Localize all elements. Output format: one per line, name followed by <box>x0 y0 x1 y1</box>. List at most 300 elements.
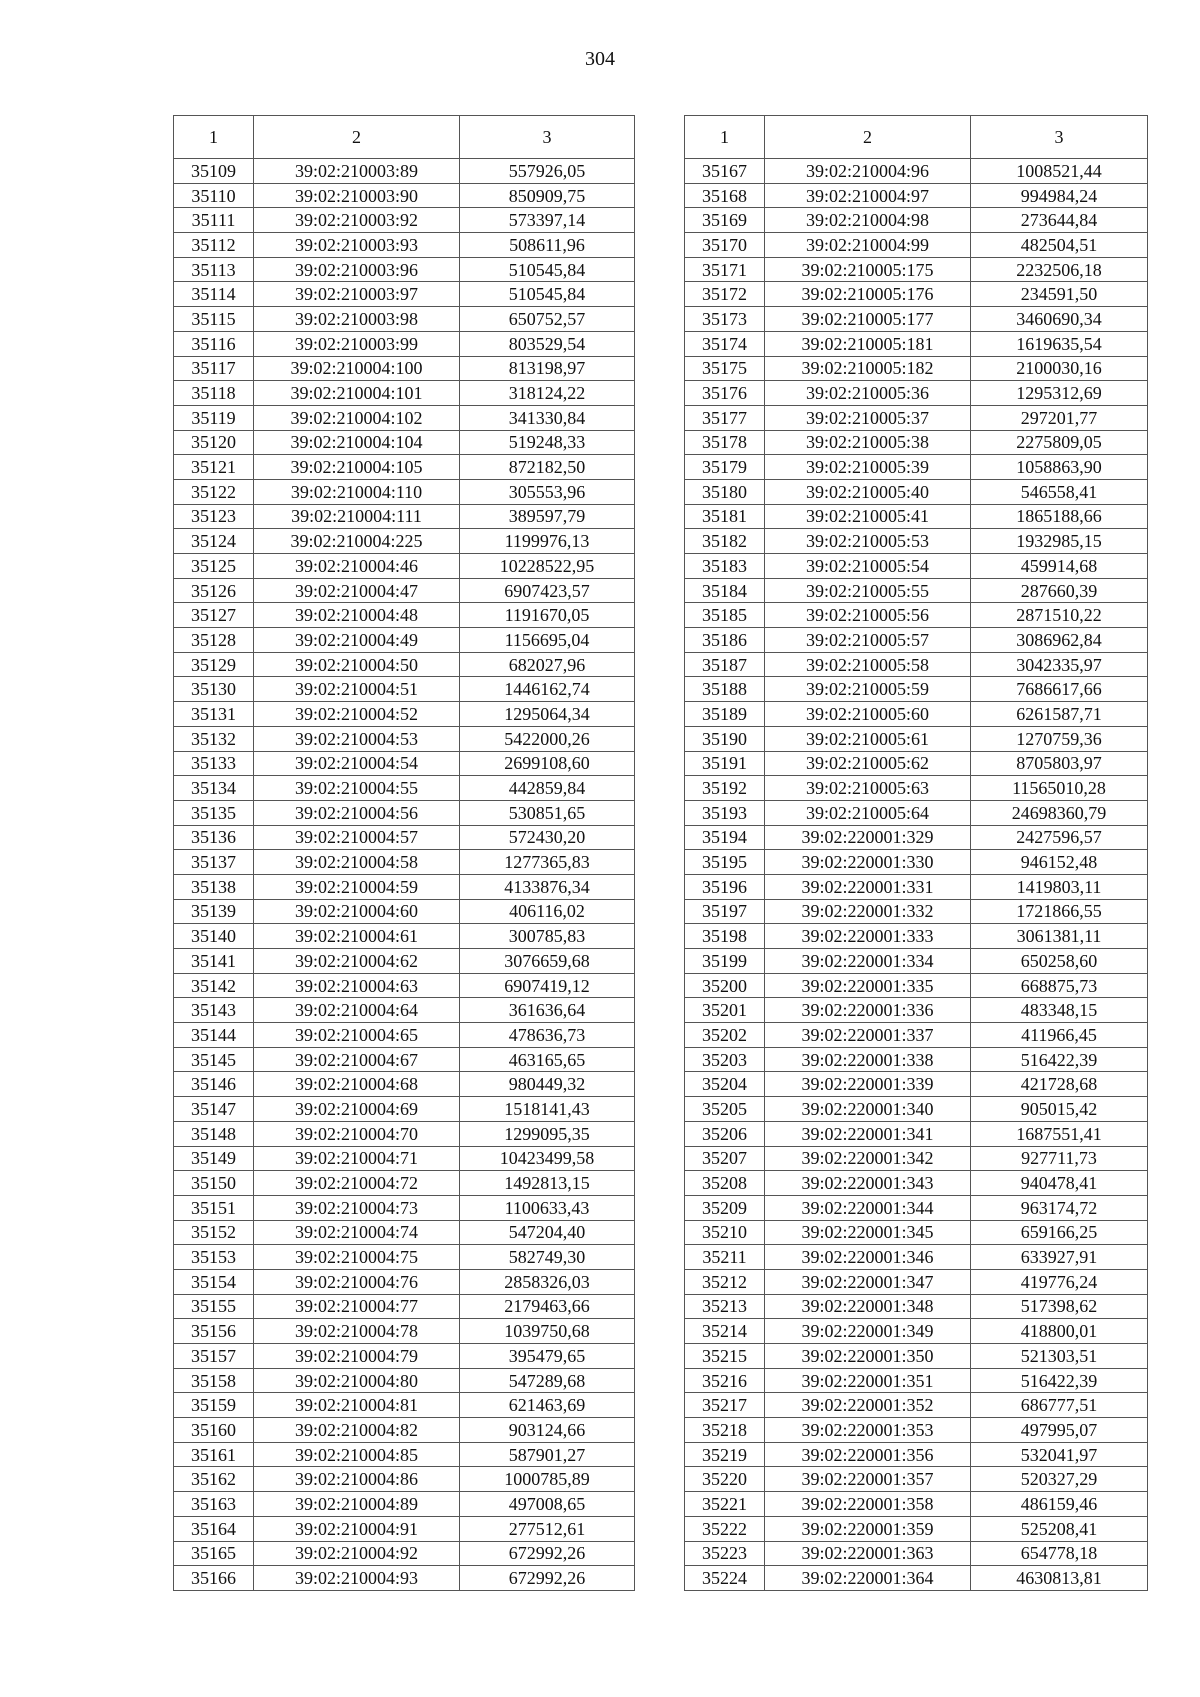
cadastral-value: 587901,27 <box>460 1442 635 1467</box>
cadastral-number: 39:02:210004:51 <box>254 677 460 702</box>
row-number: 35130 <box>174 677 254 702</box>
table-row <box>685 1368 1148 1393</box>
row-number: 35218 <box>685 1418 765 1443</box>
row-number: 35157 <box>174 1344 254 1369</box>
cadastral-value: 521303,51 <box>971 1344 1148 1369</box>
row-number: 35180 <box>685 479 765 504</box>
cadastral-number: 39:02:220001:329 <box>765 825 971 850</box>
cadastral-number: 39:02:220001:350 <box>765 1344 971 1369</box>
cadastral-value: 3460690,34 <box>971 307 1148 332</box>
cadastral-number: 39:02:220001:338 <box>765 1047 971 1072</box>
cadastral-number: 39:02:220001:346 <box>765 1245 971 1270</box>
table-row <box>685 1566 1148 1591</box>
cadastral-number: 39:02:210004:81 <box>254 1393 460 1418</box>
row-number: 35201 <box>685 998 765 1023</box>
table-row <box>685 1344 1148 1369</box>
table-row <box>685 1171 1148 1196</box>
cadastral-value: 850909,75 <box>460 183 635 208</box>
row-number: 35146 <box>174 1072 254 1097</box>
cadastral-value: 1865188,66 <box>971 504 1148 529</box>
row-number: 35175 <box>685 356 765 381</box>
table-row <box>685 381 1148 406</box>
cadastral-value: 517398,62 <box>971 1294 1148 1319</box>
cadastral-number: 39:02:210004:101 <box>254 381 460 406</box>
table-row <box>174 1467 635 1492</box>
row-number: 35212 <box>685 1269 765 1294</box>
cadastral-number: 39:02:210004:78 <box>254 1319 460 1344</box>
cadastral-number: 39:02:210004:50 <box>254 652 460 677</box>
table-row <box>174 1121 635 1146</box>
row-number: 35203 <box>685 1047 765 1072</box>
cadastral-value: 508611,96 <box>460 233 635 258</box>
row-number: 35200 <box>685 973 765 998</box>
table-row <box>685 603 1148 628</box>
row-number: 35127 <box>174 603 254 628</box>
cadastral-number: 39:02:210005:62 <box>765 751 971 776</box>
cadastral-value: 2275809,05 <box>971 430 1148 455</box>
cadastral-value: 1199976,13 <box>460 529 635 554</box>
cadastral-number: 39:02:220001:335 <box>765 973 971 998</box>
table-row <box>174 183 635 208</box>
cadastral-number: 39:02:210004:85 <box>254 1442 460 1467</box>
column-header-cadastral-id: 2 <box>765 116 971 159</box>
page-number: 304 <box>585 48 615 70</box>
table-row <box>174 1220 635 1245</box>
cadastral-number: 39:02:210003:97 <box>254 282 460 307</box>
table-row <box>174 1171 635 1196</box>
cadastral-value: 546558,41 <box>971 479 1148 504</box>
cadastral-number: 39:02:220001:356 <box>765 1442 971 1467</box>
cadastral-value: 10228522,95 <box>460 554 635 579</box>
cadastral-number: 39:02:210005:60 <box>765 702 971 727</box>
cadastral-value: 497995,07 <box>971 1418 1148 1443</box>
cadastral-number: 39:02:220001:364 <box>765 1566 971 1591</box>
table-row <box>685 257 1148 282</box>
column-header-number: 1 <box>174 116 254 159</box>
row-number: 35177 <box>685 405 765 430</box>
row-number: 35194 <box>685 825 765 850</box>
cadastral-value: 2699108,60 <box>460 751 635 776</box>
cadastral-value: 418800,01 <box>971 1319 1148 1344</box>
cadastral-number: 39:02:210004:65 <box>254 1023 460 1048</box>
cadastral-number: 39:02:220001:345 <box>765 1220 971 1245</box>
cadastral-value: 682027,96 <box>460 652 635 677</box>
cadastral-value: 573397,14 <box>460 208 635 233</box>
row-number: 35152 <box>174 1220 254 1245</box>
table-row <box>174 1023 635 1048</box>
cadastral-number: 39:02:220001:353 <box>765 1418 971 1443</box>
cadastral-value: 946152,48 <box>971 850 1148 875</box>
table-row <box>174 1442 635 1467</box>
cadastral-value: 519248,33 <box>460 430 635 455</box>
table-row <box>685 1294 1148 1319</box>
row-number: 35145 <box>174 1047 254 1072</box>
cadastral-number: 39:02:210005:63 <box>765 776 971 801</box>
table-body <box>685 159 1148 1591</box>
cadastral-number: 39:02:210004:110 <box>254 479 460 504</box>
table-row <box>174 603 635 628</box>
cadastral-value: 341330,84 <box>460 405 635 430</box>
table-row <box>174 1195 635 1220</box>
row-number: 35191 <box>685 751 765 776</box>
cadastral-number: 39:02:210005:182 <box>765 356 971 381</box>
table-row <box>685 1393 1148 1418</box>
table-row <box>174 1368 635 1393</box>
cadastral-value: 1039750,68 <box>460 1319 635 1344</box>
table-header-row <box>685 116 1148 159</box>
table-row <box>685 578 1148 603</box>
row-number: 35211 <box>685 1245 765 1270</box>
row-number: 35119 <box>174 405 254 430</box>
cadastral-number: 39:02:210004:61 <box>254 924 460 949</box>
cadastral-value: 459914,68 <box>971 554 1148 579</box>
cadastral-number: 39:02:220001:341 <box>765 1121 971 1146</box>
cadastral-value: 6907423,57 <box>460 578 635 603</box>
cadastral-value: 11565010,28 <box>971 776 1148 801</box>
row-number: 35161 <box>174 1442 254 1467</box>
cadastral-number: 39:02:210004:92 <box>254 1541 460 1566</box>
cadastral-value: 4630813,81 <box>971 1566 1148 1591</box>
table-row <box>174 973 635 998</box>
cadastral-number: 39:02:210004:100 <box>254 356 460 381</box>
table-row <box>685 924 1148 949</box>
cadastral-number: 39:02:210004:49 <box>254 628 460 653</box>
cadastral-value: 2858326,03 <box>460 1269 635 1294</box>
cadastral-value: 510545,84 <box>460 257 635 282</box>
cadastral-number: 39:02:210005:55 <box>765 578 971 603</box>
cadastral-value: 516422,39 <box>971 1368 1148 1393</box>
table-row <box>174 924 635 949</box>
cadastral-number: 39:02:210005:37 <box>765 405 971 430</box>
cadastral-number: 39:02:210004:111 <box>254 504 460 529</box>
table-row <box>685 208 1148 233</box>
cadastral-value: 300785,83 <box>460 924 635 949</box>
cadastral-value: 530851,65 <box>460 800 635 825</box>
row-number: 35153 <box>174 1245 254 1270</box>
row-number: 35168 <box>685 183 765 208</box>
cadastral-value: 7686617,66 <box>971 677 1148 702</box>
table-row <box>174 998 635 1023</box>
table-row <box>685 628 1148 653</box>
row-number: 35224 <box>685 1566 765 1591</box>
cadastral-number: 39:02:220001:349 <box>765 1319 971 1344</box>
cadastral-value: 510545,84 <box>460 282 635 307</box>
table-row <box>685 1072 1148 1097</box>
row-number: 35139 <box>174 899 254 924</box>
cadastral-value: 1518141,43 <box>460 1097 635 1122</box>
table-row <box>174 257 635 282</box>
table-header-row <box>174 116 635 159</box>
table-row <box>174 1516 635 1541</box>
table-row <box>685 1220 1148 1245</box>
cadastral-value: 3061381,11 <box>971 924 1148 949</box>
cadastral-number: 39:02:210004:97 <box>765 183 971 208</box>
cadastral-number: 39:02:220001:337 <box>765 1023 971 1048</box>
row-number: 35135 <box>174 800 254 825</box>
table-row <box>685 899 1148 924</box>
row-number: 35120 <box>174 430 254 455</box>
table-row <box>174 702 635 727</box>
row-number: 35162 <box>174 1467 254 1492</box>
row-number: 35109 <box>174 159 254 184</box>
row-number: 35181 <box>685 504 765 529</box>
cadastral-number: 39:02:210005:54 <box>765 554 971 579</box>
cadastral-table-left <box>173 115 635 1591</box>
table-row <box>174 331 635 356</box>
row-number: 35204 <box>685 1072 765 1097</box>
cadastral-number: 39:02:210004:52 <box>254 702 460 727</box>
cadastral-value: 621463,69 <box>460 1393 635 1418</box>
table-row <box>685 554 1148 579</box>
row-number: 35195 <box>685 850 765 875</box>
row-number: 35184 <box>685 578 765 603</box>
cadastral-value: 803529,54 <box>460 331 635 356</box>
table-row <box>174 307 635 332</box>
cadastral-number: 39:02:210004:57 <box>254 825 460 850</box>
table-row <box>174 949 635 974</box>
cadastral-number: 39:02:220001:342 <box>765 1146 971 1171</box>
table-row <box>174 1097 635 1122</box>
cadastral-value: 3042335,97 <box>971 652 1148 677</box>
table-row <box>685 677 1148 702</box>
table-row <box>174 208 635 233</box>
row-number: 35129 <box>174 652 254 677</box>
table-row <box>174 726 635 751</box>
row-number: 35159 <box>174 1393 254 1418</box>
cadastral-number: 39:02:220001:352 <box>765 1393 971 1418</box>
cadastral-value: 10423499,58 <box>460 1146 635 1171</box>
row-number: 35128 <box>174 628 254 653</box>
row-number: 35221 <box>685 1492 765 1517</box>
cadastral-value: 672992,26 <box>460 1541 635 1566</box>
table-row <box>174 850 635 875</box>
table-row <box>685 850 1148 875</box>
table-row <box>685 702 1148 727</box>
table-row <box>685 652 1148 677</box>
cadastral-number: 39:02:210004:225 <box>254 529 460 554</box>
cadastral-value: 2427596,57 <box>971 825 1148 850</box>
row-number: 35217 <box>685 1393 765 1418</box>
row-number: 35172 <box>685 282 765 307</box>
row-number: 35219 <box>685 1442 765 1467</box>
row-number: 35220 <box>685 1467 765 1492</box>
table-row <box>685 1121 1148 1146</box>
row-number: 35131 <box>174 702 254 727</box>
cadastral-value: 406116,02 <box>460 899 635 924</box>
cadastral-value: 672992,26 <box>460 1566 635 1591</box>
table-row <box>174 233 635 258</box>
row-number: 35208 <box>685 1171 765 1196</box>
row-number: 35148 <box>174 1121 254 1146</box>
row-number: 35196 <box>685 874 765 899</box>
row-number: 35160 <box>174 1418 254 1443</box>
cadastral-value: 8705803,97 <box>971 751 1148 776</box>
row-number: 35147 <box>174 1097 254 1122</box>
cadastral-number: 39:02:220001:359 <box>765 1516 971 1541</box>
cadastral-value: 547204,40 <box>460 1220 635 1245</box>
cadastral-value: 486159,46 <box>971 1492 1148 1517</box>
cadastral-number: 39:02:210004:79 <box>254 1344 460 1369</box>
cadastral-number: 39:02:210004:70 <box>254 1121 460 1146</box>
cadastral-number: 39:02:210004:55 <box>254 776 460 801</box>
cadastral-value: 361636,64 <box>460 998 635 1023</box>
row-number: 35206 <box>685 1121 765 1146</box>
cadastral-value: 497008,65 <box>460 1492 635 1517</box>
cadastral-number: 39:02:220001:340 <box>765 1097 971 1122</box>
row-number: 35143 <box>174 998 254 1023</box>
cadastral-value: 963174,72 <box>971 1195 1148 1220</box>
cadastral-value: 532041,97 <box>971 1442 1148 1467</box>
cadastral-value: 2871510,22 <box>971 603 1148 628</box>
cadastral-number: 39:02:210005:58 <box>765 652 971 677</box>
cadastral-value: 1058863,90 <box>971 455 1148 480</box>
table-row <box>174 1319 635 1344</box>
cadastral-number: 39:02:210005:61 <box>765 726 971 751</box>
cadastral-value: 287660,39 <box>971 578 1148 603</box>
cadastral-value: 305553,96 <box>460 479 635 504</box>
cadastral-number: 39:02:210004:105 <box>254 455 460 480</box>
cadastral-number: 39:02:210004:62 <box>254 949 460 974</box>
cadastral-value: 1295064,34 <box>460 702 635 727</box>
cadastral-number: 39:02:210005:41 <box>765 504 971 529</box>
cadastral-value: 6261587,71 <box>971 702 1148 727</box>
table-row <box>685 1541 1148 1566</box>
cadastral-value: 1295312,69 <box>971 381 1148 406</box>
cadastral-value: 905015,42 <box>971 1097 1148 1122</box>
cadastral-value: 1419803,11 <box>971 874 1148 899</box>
table-row <box>685 973 1148 998</box>
row-number: 35197 <box>685 899 765 924</box>
table-row <box>174 1393 635 1418</box>
table-row <box>174 405 635 430</box>
cadastral-number: 39:02:210004:75 <box>254 1245 460 1270</box>
cadastral-number: 39:02:210004:53 <box>254 726 460 751</box>
row-number: 35111 <box>174 208 254 233</box>
row-number: 35118 <box>174 381 254 406</box>
table-row <box>685 1492 1148 1517</box>
row-number: 35199 <box>685 949 765 974</box>
table-row <box>174 1294 635 1319</box>
row-number: 35140 <box>174 924 254 949</box>
row-number: 35149 <box>174 1146 254 1171</box>
cadastral-number: 39:02:210005:40 <box>765 479 971 504</box>
row-number: 35176 <box>685 381 765 406</box>
row-number: 35183 <box>685 554 765 579</box>
row-number: 35222 <box>685 1516 765 1541</box>
cadastral-number: 39:02:210005:176 <box>765 282 971 307</box>
row-number: 35202 <box>685 1023 765 1048</box>
column-header-value: 3 <box>971 116 1148 159</box>
table-body <box>174 159 635 1591</box>
table-row <box>685 479 1148 504</box>
cadastral-number: 39:02:210005:53 <box>765 529 971 554</box>
row-number: 35185 <box>685 603 765 628</box>
cadastral-value: 1277365,83 <box>460 850 635 875</box>
table-row <box>685 751 1148 776</box>
cadastral-value: 813198,97 <box>460 356 635 381</box>
row-number: 35126 <box>174 578 254 603</box>
cadastral-number: 39:02:220001:330 <box>765 850 971 875</box>
cadastral-number: 39:02:210003:96 <box>254 257 460 282</box>
row-number: 35213 <box>685 1294 765 1319</box>
row-number: 35188 <box>685 677 765 702</box>
cadastral-value: 3086962,84 <box>971 628 1148 653</box>
row-number: 35121 <box>174 455 254 480</box>
cadastral-number: 39:02:220001:351 <box>765 1368 971 1393</box>
table-row <box>174 1146 635 1171</box>
cadastral-value: 903124,66 <box>460 1418 635 1443</box>
table-row <box>685 331 1148 356</box>
cadastral-number: 39:02:210005:64 <box>765 800 971 825</box>
cadastral-number: 39:02:210004:82 <box>254 1418 460 1443</box>
cadastral-value: 980449,32 <box>460 1072 635 1097</box>
table-row <box>685 1097 1148 1122</box>
table-row <box>174 529 635 554</box>
cadastral-number: 39:02:220001:343 <box>765 1171 971 1196</box>
table-row <box>685 529 1148 554</box>
row-number: 35179 <box>685 455 765 480</box>
table-row <box>685 949 1148 974</box>
table-row <box>174 356 635 381</box>
row-number: 35155 <box>174 1294 254 1319</box>
cadastral-number: 39:02:210003:99 <box>254 331 460 356</box>
row-number: 35134 <box>174 776 254 801</box>
cadastral-number: 39:02:210004:99 <box>765 233 971 258</box>
cadastral-number: 39:02:220001:336 <box>765 998 971 1023</box>
cadastral-number: 39:02:210004:54 <box>254 751 460 776</box>
cadastral-value: 927711,73 <box>971 1146 1148 1171</box>
table-row <box>685 874 1148 899</box>
row-number: 35144 <box>174 1023 254 1048</box>
row-number: 35174 <box>685 331 765 356</box>
cadastral-number: 39:02:210005:38 <box>765 430 971 455</box>
cadastral-value: 686777,51 <box>971 1393 1148 1418</box>
cadastral-value: 668875,73 <box>971 973 1148 998</box>
row-number: 35166 <box>174 1566 254 1591</box>
cadastral-number: 39:02:210004:74 <box>254 1220 460 1245</box>
row-number: 35117 <box>174 356 254 381</box>
table-row <box>685 776 1148 801</box>
cadastral-number: 39:02:210004:93 <box>254 1566 460 1591</box>
cadastral-value: 6907419,12 <box>460 973 635 998</box>
table-row <box>685 1467 1148 1492</box>
table-row <box>174 578 635 603</box>
row-number: 35112 <box>174 233 254 258</box>
cadastral-number: 39:02:210004:46 <box>254 554 460 579</box>
table-row <box>174 1269 635 1294</box>
row-number: 35164 <box>174 1516 254 1541</box>
cadastral-number: 39:02:210005:177 <box>765 307 971 332</box>
row-number: 35141 <box>174 949 254 974</box>
cadastral-value: 5422000,26 <box>460 726 635 751</box>
cadastral-number: 39:02:210005:59 <box>765 677 971 702</box>
cadastral-number: 39:02:210004:96 <box>765 159 971 184</box>
table-row <box>174 874 635 899</box>
cadastral-number: 39:02:210003:93 <box>254 233 460 258</box>
table-row <box>685 430 1148 455</box>
cadastral-number: 39:02:210004:68 <box>254 1072 460 1097</box>
row-number: 35132 <box>174 726 254 751</box>
row-number: 35167 <box>685 159 765 184</box>
table-row <box>174 1492 635 1517</box>
cadastral-value: 421728,68 <box>971 1072 1148 1097</box>
row-number: 35198 <box>685 924 765 949</box>
cadastral-number: 39:02:220001:363 <box>765 1541 971 1566</box>
table-row <box>174 504 635 529</box>
table-row <box>174 554 635 579</box>
cadastral-number: 39:02:210004:86 <box>254 1467 460 1492</box>
row-number: 35133 <box>174 751 254 776</box>
